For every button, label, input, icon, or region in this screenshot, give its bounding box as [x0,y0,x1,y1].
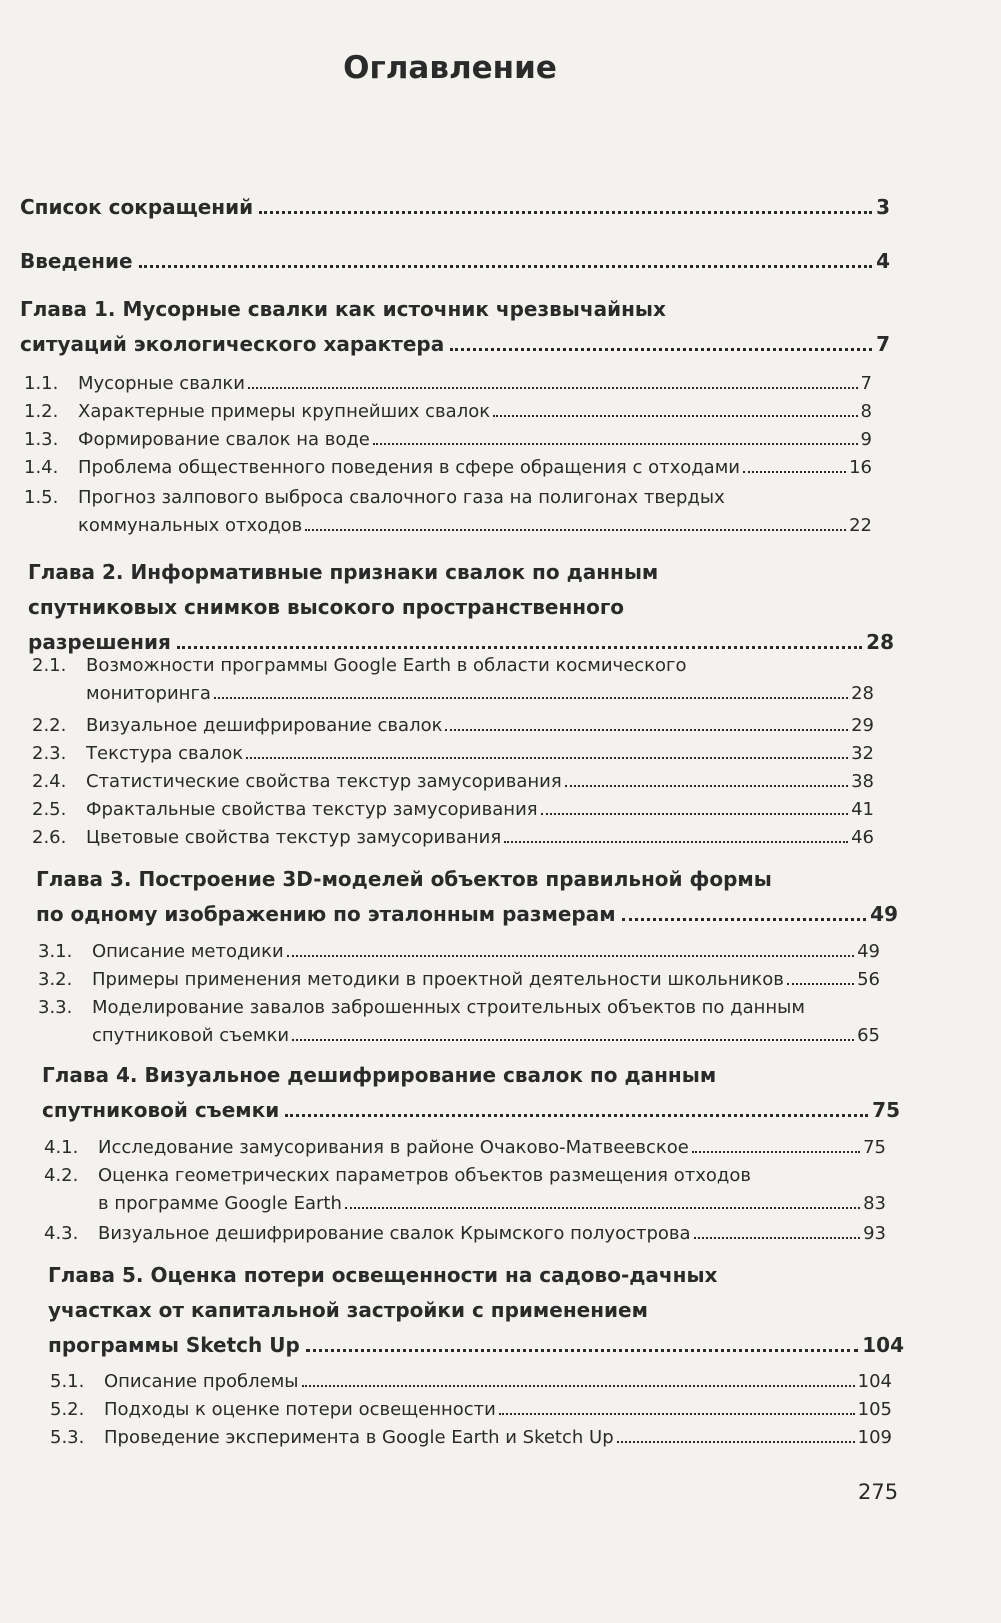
section-entry [38,966,880,994]
section-entry [32,652,874,708]
page-number: 109 [857,1427,892,1448]
entry-title: Проблема общественного поведения в сфере обращения с отходами [78,457,740,478]
page-number: 56 [857,969,880,990]
entry-title: Введение [20,249,133,273]
page-number: 4 [876,249,890,273]
section-number: 2.4. [32,771,67,792]
leader-dots [450,348,872,351]
section-entry [38,938,880,966]
leader-dots [292,1039,854,1041]
leader-dots [345,1207,860,1209]
section-number: 2.6. [32,827,67,848]
entry-title: Формирование свалок на воде [78,429,370,450]
section-number: 1.1. [24,373,59,394]
entry-title: Описание методики [92,941,284,962]
section-entry [50,1368,892,1396]
section-number: 3.2. [38,969,73,990]
leader-dots [504,841,848,843]
section-entry [32,768,874,796]
leader-dots [306,1349,858,1352]
entry-title: Возможности программы Google Earth в области космического [86,655,687,676]
toc-entry [20,190,890,225]
leader-dots [285,1114,868,1117]
section-entry [32,824,874,852]
leader-dots [248,387,858,389]
page-number: 75 [863,1137,886,1158]
section-number: 1.2. [24,401,59,422]
leader-dots [302,1385,855,1387]
leader-dots [743,471,846,473]
entry-title: Список сокращений [20,195,254,219]
section-number: 1.3. [24,429,59,450]
page-number: 28 [851,683,874,704]
leader-dots [177,646,862,649]
entry-title: Примеры применения методики в проектной деятельности школьников [92,969,784,990]
entry-title: Описание проблемы [104,1371,299,1392]
section-number: 5.2. [50,1399,85,1420]
chapter-entry [36,862,898,932]
entry-title: Глава 4. Визуальное дешифрирование свалок по данным [42,1063,717,1087]
page-number: 49 [870,902,898,926]
leader-dots [139,265,873,268]
entry-title: Фрактальные свойства текстур замусоривания [86,799,538,820]
entry-title: Глава 3. Построение 3D-моделей объектов правильной формы [36,867,772,891]
page-number: 3 [876,195,890,219]
entry-title: разрешения [28,630,171,654]
leader-dots [214,697,848,699]
leader-dots [541,813,848,815]
entry-title: спутниковой съемки [42,1098,280,1122]
section-number: 4.2. [44,1165,79,1186]
entry-title: Цветовые свойства текстур замусоривания [86,827,502,848]
entry-title: ситуаций экологического характера [20,332,445,356]
section-number: 4.3. [44,1223,79,1244]
section-number: 2.2. [32,715,67,736]
entry-title: Визуальное дешифрирование свалок [86,715,443,736]
page-number: 104 [862,1333,904,1357]
page-number: 41 [851,799,874,820]
section-number: 2.1. [32,655,67,676]
chapter-entry [20,292,890,362]
section-entry [32,740,874,768]
section-entry [24,484,872,540]
entry-title: Глава 2. Информативные признаки свалок по данным [28,560,659,584]
entry-title: спутниковых снимков высокого пространственного [28,595,625,619]
toc-entry [20,244,890,279]
entry-title: Глава 1. Мусорные свалки как источник чрезвычайных [20,297,666,321]
entry-title: Статистические свойства текстур замусоривания [86,771,562,792]
page-folio: 275 [858,1480,899,1504]
entry-title: Визуальное дешифрирование свалок Крымского полуострова [98,1223,691,1244]
page-number: 22 [849,515,872,536]
chapter-entry [28,555,894,660]
section-number: 3.1. [38,941,73,962]
leader-dots [246,757,848,759]
page-number: 65 [857,1025,880,1046]
section-entry [32,712,874,740]
page-number: 83 [863,1193,886,1214]
page-number: 8 [860,401,872,422]
section-entry [24,454,872,482]
section-number: 1.5. [24,487,59,508]
leader-dots [445,729,848,731]
page-number: 29 [851,715,874,736]
section-number: 4.1. [44,1137,79,1158]
page-number: 7 [860,373,872,394]
section-number: 2.5. [32,799,67,820]
leader-dots [373,443,858,445]
page-number: 38 [851,771,874,792]
page-number: 7 [876,332,890,356]
section-entry [44,1162,886,1218]
entry-title: спутниковой съемки [92,1025,290,1046]
page-number: 104 [857,1371,892,1392]
section-entry [50,1424,892,1452]
page-number: 9 [860,429,872,450]
page-number: 46 [851,827,874,848]
entry-title: Глава 5. Оценка потери освещенности на садово-дачных [48,1263,718,1287]
entry-title: Мусорные свалки [78,373,245,394]
page-number: 16 [849,457,872,478]
leader-dots [259,211,872,214]
leader-dots [692,1151,860,1153]
section-entry [44,1134,886,1162]
chapter-entry [48,1258,904,1363]
section-entry [24,370,872,398]
page-title: Оглавление [343,50,557,86]
entry-title: мониторинга [86,683,211,704]
section-number: 1.4. [24,457,59,478]
section-number: 2.3. [32,743,67,764]
section-entry [50,1396,892,1424]
page-number: 105 [857,1399,892,1420]
entry-title: Подходы к оценке потери освещенности [104,1399,496,1420]
entry-title: участках от капитальной застройки с применением [48,1298,648,1322]
leader-dots [305,529,846,531]
page-number: 49 [857,941,880,962]
page-number: 93 [863,1223,886,1244]
leader-dots [787,983,854,985]
entry-title: Моделирование завалов заброшенных строительных объектов по данным [92,997,805,1018]
entry-title: Текстура свалок [86,743,244,764]
entry-title: Проведение эксперимента в Google Earth и Sketch Up [104,1427,614,1448]
page-number: 75 [872,1098,900,1122]
leader-dots [617,1441,855,1443]
entry-title: коммунальных отходов [78,515,303,536]
entry-title: по одному изображению по эталонным размерам [36,902,616,926]
chapter-entry [42,1058,900,1128]
section-number: 5.3. [50,1427,85,1448]
section-entry [24,398,872,426]
leader-dots [287,955,854,957]
page-number: 28 [866,630,894,654]
section-number: 3.3. [38,997,73,1018]
entry-title: Характерные примеры крупнейших свалок [78,401,491,422]
entry-title: Прогноз залпового выброса свалочного газа на полигонах твердых [78,487,725,508]
section-number: 5.1. [50,1371,85,1392]
leader-dots [694,1237,861,1239]
page-number: 32 [851,743,874,764]
section-entry [32,796,874,824]
section-entry [44,1220,886,1248]
leader-dots [565,785,848,787]
leader-dots [499,1413,855,1415]
section-entry [38,994,880,1050]
section-entry [24,426,872,454]
leader-dots [493,415,857,417]
entry-title: Оценка геометрических параметров объектов размещения отходов [98,1165,751,1186]
entry-title: в программе Google Earth [98,1193,342,1214]
entry-title: программы Sketch Up [48,1333,300,1357]
entry-title: Исследование замусоривания в районе Очаково-Матвеевское [98,1137,689,1158]
leader-dots [622,918,867,921]
